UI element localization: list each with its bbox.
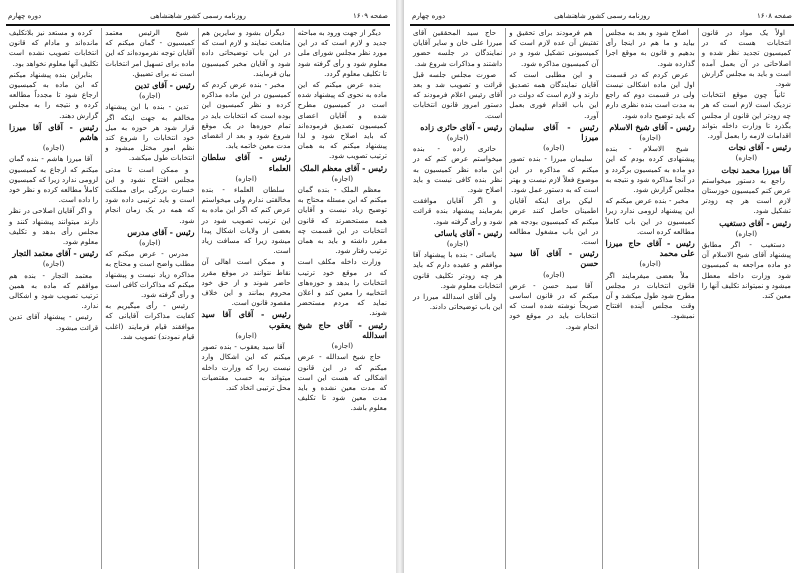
paragraph: کرده و مستعد نیز بلاتکلیف مانده‌اند و مادام که قانون انتخابات تصویب نشده است تکلیف آنها معلوم نخواهد بود. bbox=[9, 28, 99, 68]
paragraph: لیکن برای اینکه آقایان اطمینان حاصل کنند عرض میکنم که کمیسیون بودجه هم در این باب مشغول مطالعه است. bbox=[509, 196, 599, 247]
paragraph: و ممکن است اهالی آن نقاط نتوانند در موقع مقرر حاضر شوند و از حق خود محروم بمانند و این خلاف مقصود قانون است. bbox=[201, 257, 291, 308]
paragraph: وزارت داخله مکلف است که در موقع خود ترتیب انتخابات را بدهد و حوزه‌های انتخابیه را معین کند و اعلان نماید که مردم مستحضر شوند. bbox=[297, 257, 387, 318]
text-column bbox=[294, 28, 390, 569]
paragraph: بنابراین بنده پیشنهاد میکنم که این ماده به کمیسیون ارجاع شود تا مجدداً مطالعه کرده و نتیجه را به مجلس گزارش دهند. bbox=[9, 69, 99, 120]
paragraph: آقا سید یعقوب - بنده تصور میکنم که این اشکال وارد نیست زیرا که وزارت داخله میتواند به حسب مقتضیات محل ترتیبی اتخاذ کند. bbox=[201, 342, 291, 392]
text-column bbox=[602, 28, 698, 569]
paragraph: معظم الملک - بنده گمان میکنم که این مسئله محتاج به توضیح زیاد نیست و آقایان همه مستحضرند که قانون انتخابات در این قسمت چه مقرر داشته و باید به همان ترتیب رفتار شود. bbox=[297, 185, 387, 256]
speaker-heading: رئیس - آقای حاج میرزا علی محمد bbox=[605, 238, 695, 259]
header-rule bbox=[410, 24, 794, 26]
paragraph: آقا میرزا هاشم - بنده گمان میکنم که ارجاع به کمیسیون لزومی ندارد زیرا که کمیسیون کاملاً مطالعه کرده و نظر خود را داده است. bbox=[9, 154, 99, 205]
page-header bbox=[412, 12, 792, 24]
speaker-heading: رئیس - آقای آقا میرزا هاشم bbox=[9, 121, 99, 143]
speaker-heading: رئیس - آقای نجات bbox=[728, 142, 791, 153]
paragraph: اصلاح شود و بعد به مجلس بیاید و ما هم در اینجا رأی بدهیم و قانون به موقع اجرا گذارده شود. bbox=[605, 28, 695, 68]
permission-note: (اجازه) bbox=[331, 341, 354, 351]
text-column bbox=[6, 28, 101, 569]
paragraph: ثانیاً چون موقع انتخابات نزدیک است لازم است که هر چه زودتر این قانون از مجلس بگذرد تا وزارت داخله بتواند اقدامات لازمه را بعمل آورد. bbox=[701, 90, 791, 141]
speaker-heading: رئیس - آقای آقا سید یعقوب bbox=[201, 309, 291, 330]
permission-note: (اجازه) bbox=[42, 143, 65, 153]
speaker-heading: رئیس - آقای معظم الملک bbox=[299, 162, 387, 173]
paragraph: و اگر آقایان موافقت بفرمایند پیشنهاد بنده قرائت شود و رأی گرفته شود. bbox=[413, 196, 503, 226]
permission-note: (اجازه) bbox=[446, 133, 469, 143]
permission-note: (اجازه) bbox=[331, 173, 354, 183]
permission-note: (اجازه) bbox=[42, 259, 65, 269]
paragraph: رئیس - رأی میگیریم به کفایت مذاکرات آقایانی که موافقند قیام فرمایند (اغلب قیام نمودند) تصویب شد. bbox=[105, 301, 195, 341]
paragraph: مخبر - بنده عرض کردم که کمیسیون در این ماده مذاکره کرده و نظر کمیسیون این بوده است که انتخابات باید در تمام حوزه‌ها در یک موقع شروع شود و بعد از انقضای مدت معین خاتمه یابد. bbox=[201, 80, 291, 151]
paragraph: حاج سید المحققین آقای میرزا علی خان و سایر آقایان نمایندگان در جلسه حضور داشتند و مذاکرات شروع شد. bbox=[413, 28, 503, 68]
text-column bbox=[198, 28, 294, 569]
permission-note: (اجازه) bbox=[139, 91, 161, 101]
paragraph: تدین - بنده با این پیشنهاد مخالفم به جهت اینکه اگر قرار شود هر حوزه به میل خود انتخابات را شروع کند نظم امور مختل میشود و انتخابات طول میکشد. bbox=[105, 102, 195, 163]
paragraph: صورت مجلس جلسه قبل قرائت و تصویب شد و بعد آقای رئیس اعلام فرمودند که دستور امروز قانون انتخابات است. bbox=[413, 69, 503, 120]
speaker-heading: رئیس - آقای سلیمان میرزا bbox=[509, 121, 599, 143]
page-number: صفحه ۱۶۰۸ bbox=[756, 12, 792, 20]
page-number: صفحه ۱۶۰۹ bbox=[352, 12, 388, 20]
paragraph: دیگران بشود و سایرین هم متابعت نمایند و لازم است که در این باب توضیحاتی داده شود و آقایان مخبر کمیسیون بیان فرمایند. bbox=[201, 28, 291, 78]
paragraph: حائری زاده - بنده میخواستم عرض کنم که در این ماده نظر کمیسیون به نظر بنده کافی نیست و باید اصلاح شود. bbox=[413, 144, 503, 195]
permission-note: (اجازه) bbox=[639, 133, 661, 143]
permission-note: (اجازه) bbox=[543, 143, 565, 153]
paragraph: عرض کردم که در قسمت اول این ماده اشکالی نیست ولی در قسمت دوم که راجع به مدت است بنده نظری دارم که باید توضیح داده شود. bbox=[605, 69, 695, 120]
paragraph: سلطان العلماء - بنده مخالفتی ندارم ولی میخواستم عرض کنم که اگر این ماده به این ترتیب تصویب شود در بعضی از ولایات اشکال پیدا میشود زیرا که مسافت زیاد است. bbox=[201, 185, 291, 256]
paragraph: و اگر آقایان اصلاحی در نظر دارند میتوانند پیشنهاد کنند و مجلس رأی بدهد و تکلیف معلوم شود. bbox=[9, 206, 99, 247]
speaker-heading: رئیس - آقای یاسائی bbox=[434, 227, 503, 238]
paragraph: ولی آقای اسدالله میرزا در این باب توضیحاتی دادند. bbox=[413, 292, 503, 312]
paragraph: معتمد التجار - بنده هم موافقم که ماده به همین ترتیب تصویب شود و اشکالی ندارد. bbox=[9, 270, 99, 311]
permission-note: (اجازه) bbox=[235, 173, 257, 183]
speaker-heading: رئیس - آقای حاج شیخ اسدالله bbox=[297, 319, 387, 340]
speaker-heading: رئیس - آقای شیخ الاسلام bbox=[609, 121, 695, 132]
right-page bbox=[404, 0, 800, 573]
paragraph: شیخ الاسلام - بنده پیشنهادی کرده بودم که این دو ماده به کمیسیون برگردد و در آنجا مذاکره شود و نتیجه به مجلس گزارش شود. bbox=[605, 144, 695, 195]
paragraph: هم فرمودند برای تحقیق و تفتیش آن عده لازم است که کمیسیونی تشکیل شود و در آن کمیسیون مذاکره شود. bbox=[509, 28, 599, 68]
speaker-heading: رئیس - آقای تدین bbox=[134, 80, 195, 91]
paragraph: بنده عرض میکنم که این ماده به نحوی که پیشنهاد شده است در کمیسیون مطرح شده و آقایان اعضای کمیسیون تصدیق فرموده‌اند که باید اصلاح شود و لذا پیشنهاد میکنم که به همان ترتیب تصویب شود. bbox=[297, 80, 387, 161]
permission-note: (اجازه) bbox=[543, 269, 565, 279]
permission-note: (اجازه) bbox=[735, 228, 758, 238]
speaker-heading: رئیس - آقای مدرس bbox=[127, 226, 195, 237]
page-gutter bbox=[396, 0, 404, 573]
volume-label: دوره چهارم bbox=[8, 12, 42, 20]
paragraph: آقا سید حسن - عرض میکنم که در قانون اساسی صریحاً نوشته شده است که انتخابات باید در موقع خود انجام شود. bbox=[509, 280, 599, 331]
paragraph: سلیمان میرزا - بنده تصور میکنم که مذاکره در این موضوع فعلاً لازم نیست و بهتر است که به دستور عمل شود. bbox=[509, 154, 599, 195]
permission-note: (اجازه) bbox=[639, 259, 661, 269]
text-column bbox=[698, 28, 794, 569]
paragraph: اولاً یک مواد در قانون انتخابات هست که در کمیسیون تجدید نظر شده و اصلاحاتی در آن بعمل آمده است و باید به مجلس گزارش شود. bbox=[701, 28, 791, 89]
speaker-heading: رئیس - آقای دستغیب bbox=[719, 217, 791, 228]
paragraph: یاسائی - بنده با پیشنهاد آقا موافقم و عقیده دارم که باید هر چه زودتر تکلیف قانون انتخابات معلوم شود. bbox=[413, 250, 503, 290]
header-rule bbox=[6, 24, 390, 26]
paragraph: و این مطلبی است که آقایان نمایندگان همه تصدیق دارند و لازم است که دولت در این باب اقدام فوری بعمل آورد. bbox=[509, 69, 599, 120]
paragraph: راجع به دستور میخواستم عرض کنم کمیسیون خوزستان لازم است هر چه زودتر تشکیل شود. bbox=[701, 175, 791, 216]
permission-note: (اجازه) bbox=[235, 330, 257, 340]
text-columns bbox=[6, 28, 390, 569]
volume-label: دوره چهارم bbox=[412, 12, 446, 20]
paragraph: دستغیب - اگر مطابق پیشنهاد آقای شیخ الاسلام آن دو ماده مراجعه به کمیسیون شود وزارت داخله معطل میشود و نمیتواند تکلیف آنها را معین کند. bbox=[701, 240, 791, 301]
permission-note: (اجازه) bbox=[139, 238, 161, 248]
page-header bbox=[8, 12, 388, 24]
text-column bbox=[410, 28, 505, 569]
text-column bbox=[505, 28, 601, 569]
permission-note: (اجازه) bbox=[446, 239, 469, 249]
paragraph: مخبر - بنده عرض میکنم که این پیشنهاد لزومی ندارد زیرا کمیسیون در این باب کاملاً مطالعه کرده است. bbox=[605, 196, 695, 236]
speaker-heading: رئیس - آقای آقا سید حسن bbox=[509, 248, 599, 269]
speaker-heading: آقا میرزا محمد نجات bbox=[721, 164, 791, 175]
left-page bbox=[0, 0, 396, 573]
paragraph: رئیس - پیشنهاد آقای تدین قرائت میشود. bbox=[9, 312, 99, 332]
text-columns bbox=[410, 28, 794, 569]
paragraph: شیخ الرئیس معتمد کمیسیون - گمان میکنم که آقایان توجه نفرموده‌اند که این ماده برای تسهیل امر انتخابات است نه برای تضییق. bbox=[105, 28, 195, 78]
newspaper-title: روزنامه رسمی کشور شاهنشاهی bbox=[150, 12, 246, 20]
paragraph: مدرس - عرض میکنم که مطلب واضح است و محتاج به مذاکره زیاد نیست و پیشنهاد میکنم که مذاکرات کافی است و رأی گرفته شود. bbox=[105, 249, 195, 300]
speaker-heading: رئیس - آقای سلطان العلماء bbox=[201, 152, 291, 173]
paragraph: دیگر از جهت ورود به مباحثه جدید و لازم است که در این مورد نظر مجلس شورای ملی معلوم شود و رأی گرفته شود تا تکلیف معلوم گردد. bbox=[297, 28, 387, 78]
paragraph: و ممکن است تا مدتی مجلس افتتاح نشود و این خسارت بزرگی برای مملکت است و باید ترتیبی داده شود که همه در یک زمان انجام شود. bbox=[105, 164, 195, 225]
permission-note: (اجازه) bbox=[735, 153, 758, 163]
speaker-heading: رئیس - آقای حائری زاده bbox=[420, 121, 503, 132]
newspaper-title: روزنامه رسمی کشور شاهنشاهی bbox=[554, 12, 650, 20]
speaker-heading: رئیس - آقای معتمد التجار bbox=[12, 248, 99, 259]
paragraph: ملاً بعضی میفرمایند اگر قانون انتخابات در مجلس مطرح شود طول میکشد و آن وقت مجلس آینده افتتاح نمیشود. bbox=[605, 270, 695, 321]
paragraph: حاج شیخ اسدالله - عرض میکنم که در این قانون اشکالی که هست این است که مدت معین نشده و باید مدت معین شود تا تکلیف معلوم باشد. bbox=[297, 352, 387, 413]
text-column bbox=[101, 28, 197, 569]
